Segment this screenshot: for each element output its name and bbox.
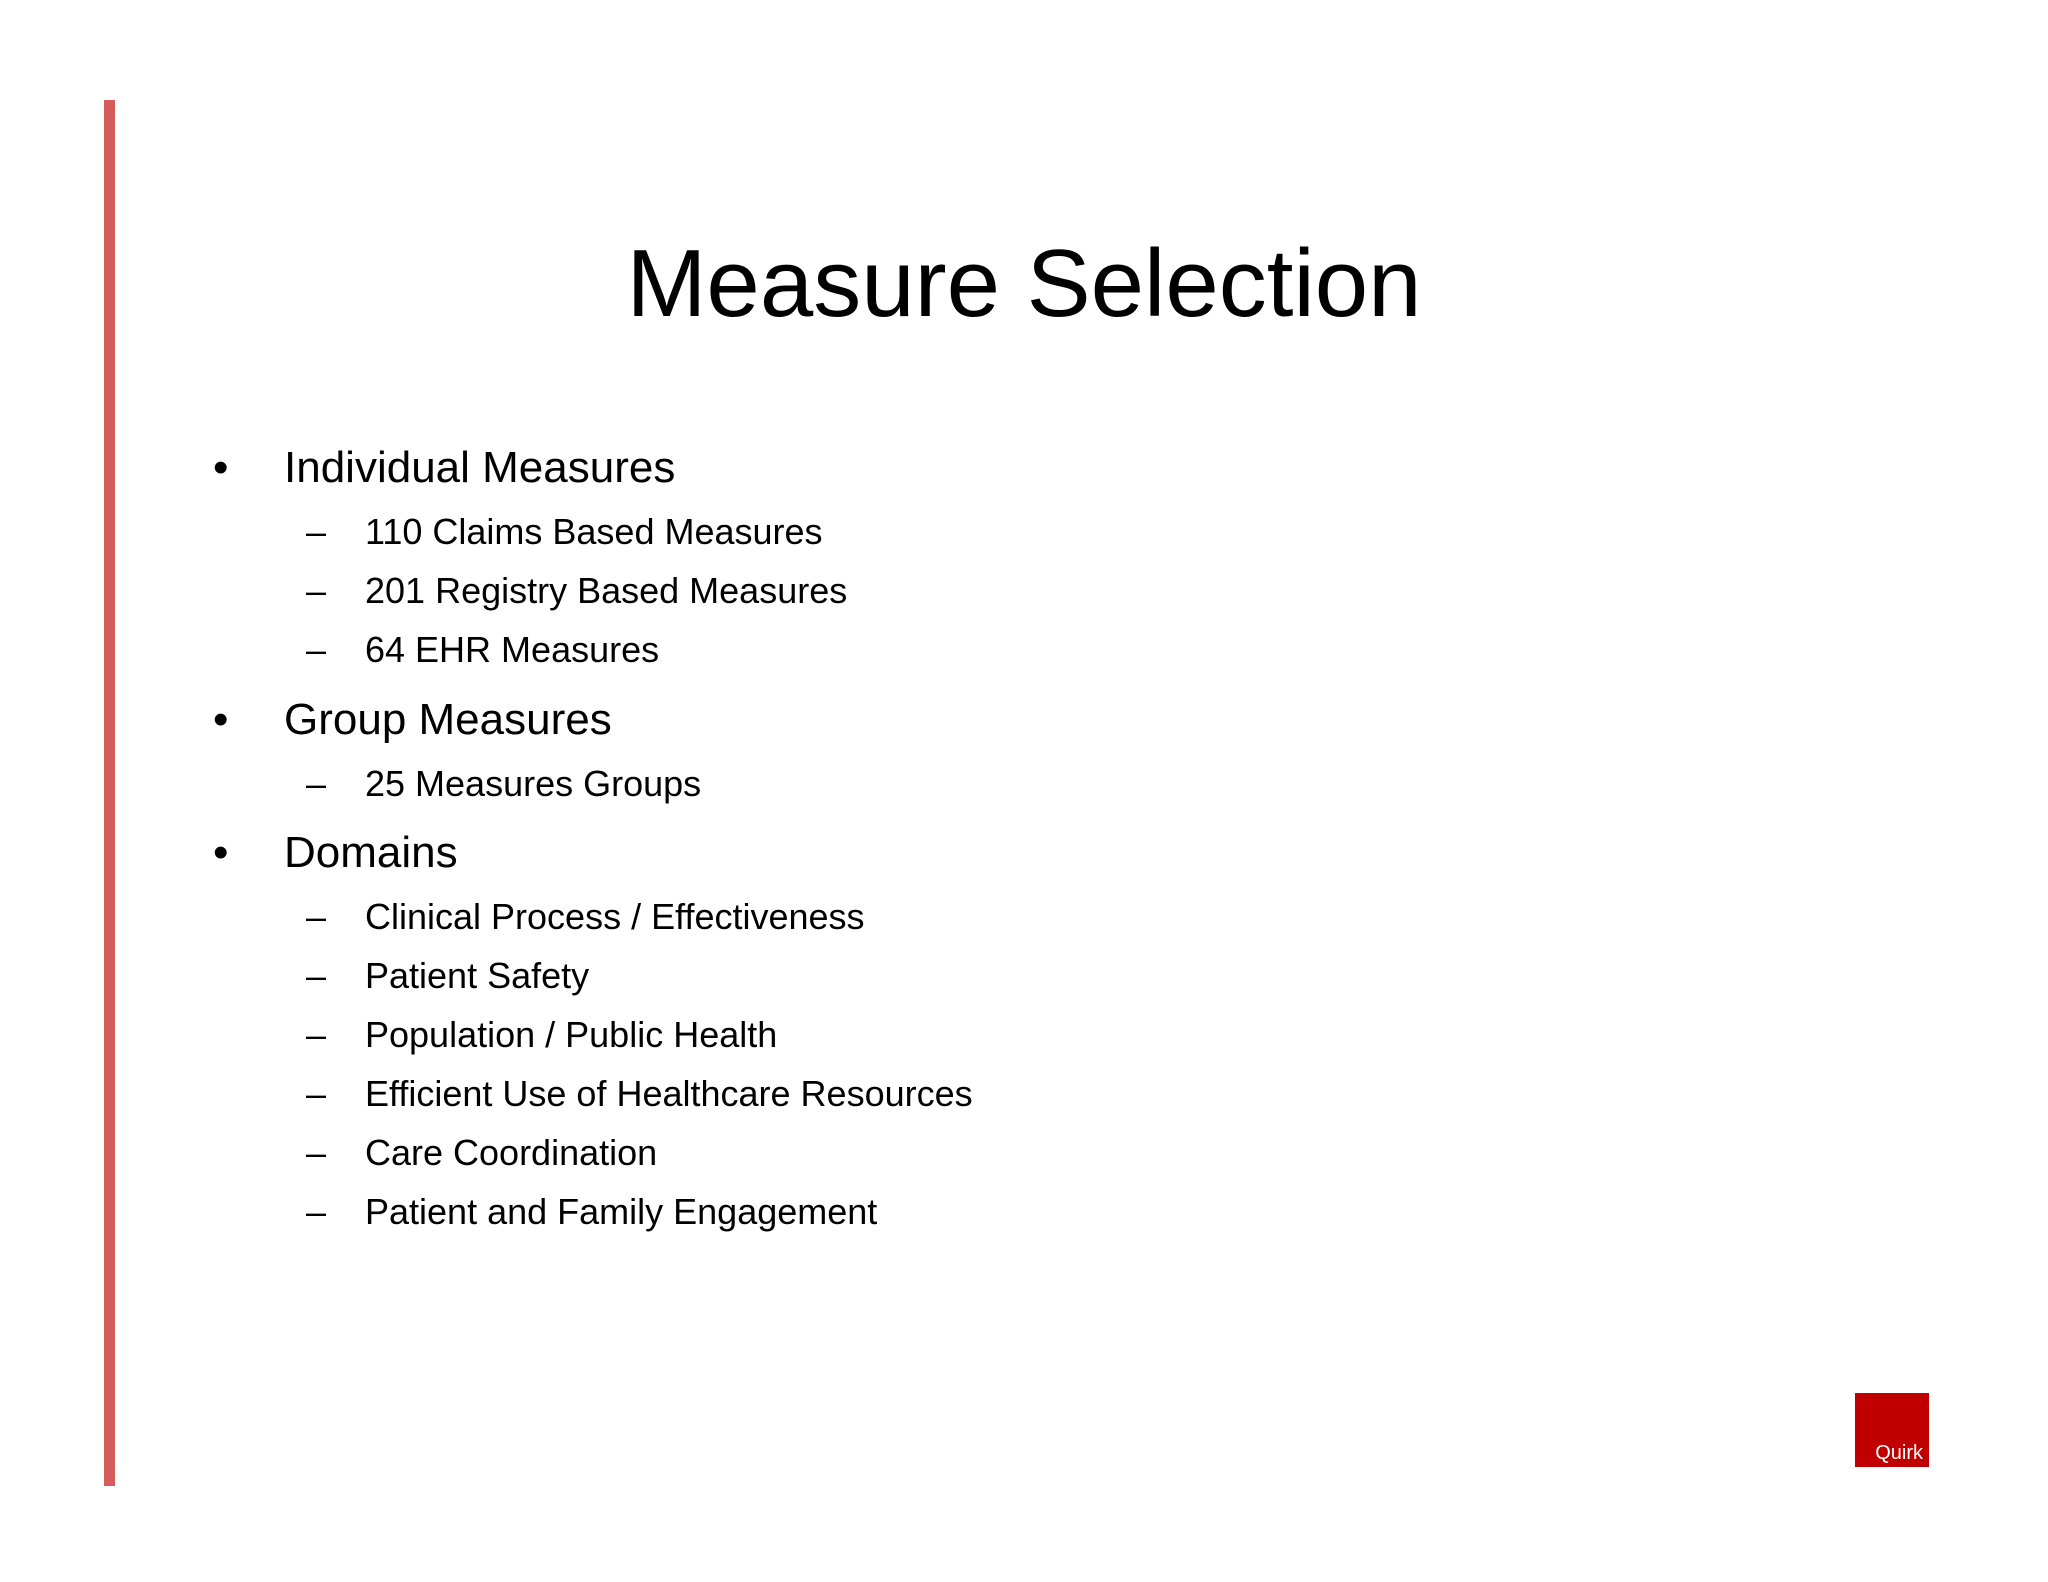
sub-bullet-marker: –: [306, 570, 327, 611]
sub-bullet-marker: –: [306, 1014, 327, 1055]
bullet-marker: •: [213, 828, 229, 877]
bullet-text: Group Measures: [284, 695, 612, 744]
bullet-text: Domains: [284, 828, 458, 877]
sub-bullet-text: Efficient Use of Healthcare Resources: [365, 1073, 973, 1114]
sub-bullet-marker: –: [306, 1073, 327, 1114]
sub-bullet-text: Clinical Process / Effectiveness: [365, 896, 865, 937]
sub-bullet-marker: –: [306, 763, 327, 804]
sub-bullet-marker: –: [306, 1191, 327, 1232]
sub-bullet-text: Care Coordination: [365, 1132, 658, 1173]
bullet-text: Individual Measures: [284, 443, 676, 492]
sub-bullet-text: 64 EHR Measures: [365, 629, 660, 670]
bullet-marker: •: [213, 695, 229, 744]
sub-bullet-text: 110 Claims Based Measures: [365, 511, 823, 552]
sub-bullet-marker: –: [306, 629, 327, 670]
quirk-logo: [1855, 1393, 1929, 1467]
sub-bullet-text: Patient and Family Engagement: [365, 1191, 878, 1232]
sub-bullet-marker: –: [306, 955, 327, 996]
sub-bullet-marker: –: [306, 1132, 327, 1173]
slide-title: Measure Selection: [626, 230, 1422, 337]
sub-bullet-text: Patient Safety: [365, 955, 590, 996]
sub-bullet-text: 201 Registry Based Measures: [365, 570, 848, 611]
logo-text: Quirk: [1875, 1442, 1923, 1464]
bullet-marker: •: [213, 443, 229, 492]
sub-bullet-text: Population / Public Health: [365, 1014, 778, 1055]
sub-bullet-text: 25 Measures Groups: [365, 763, 702, 804]
sub-bullet-marker: –: [306, 896, 327, 937]
sub-bullet-marker: –: [306, 511, 327, 552]
